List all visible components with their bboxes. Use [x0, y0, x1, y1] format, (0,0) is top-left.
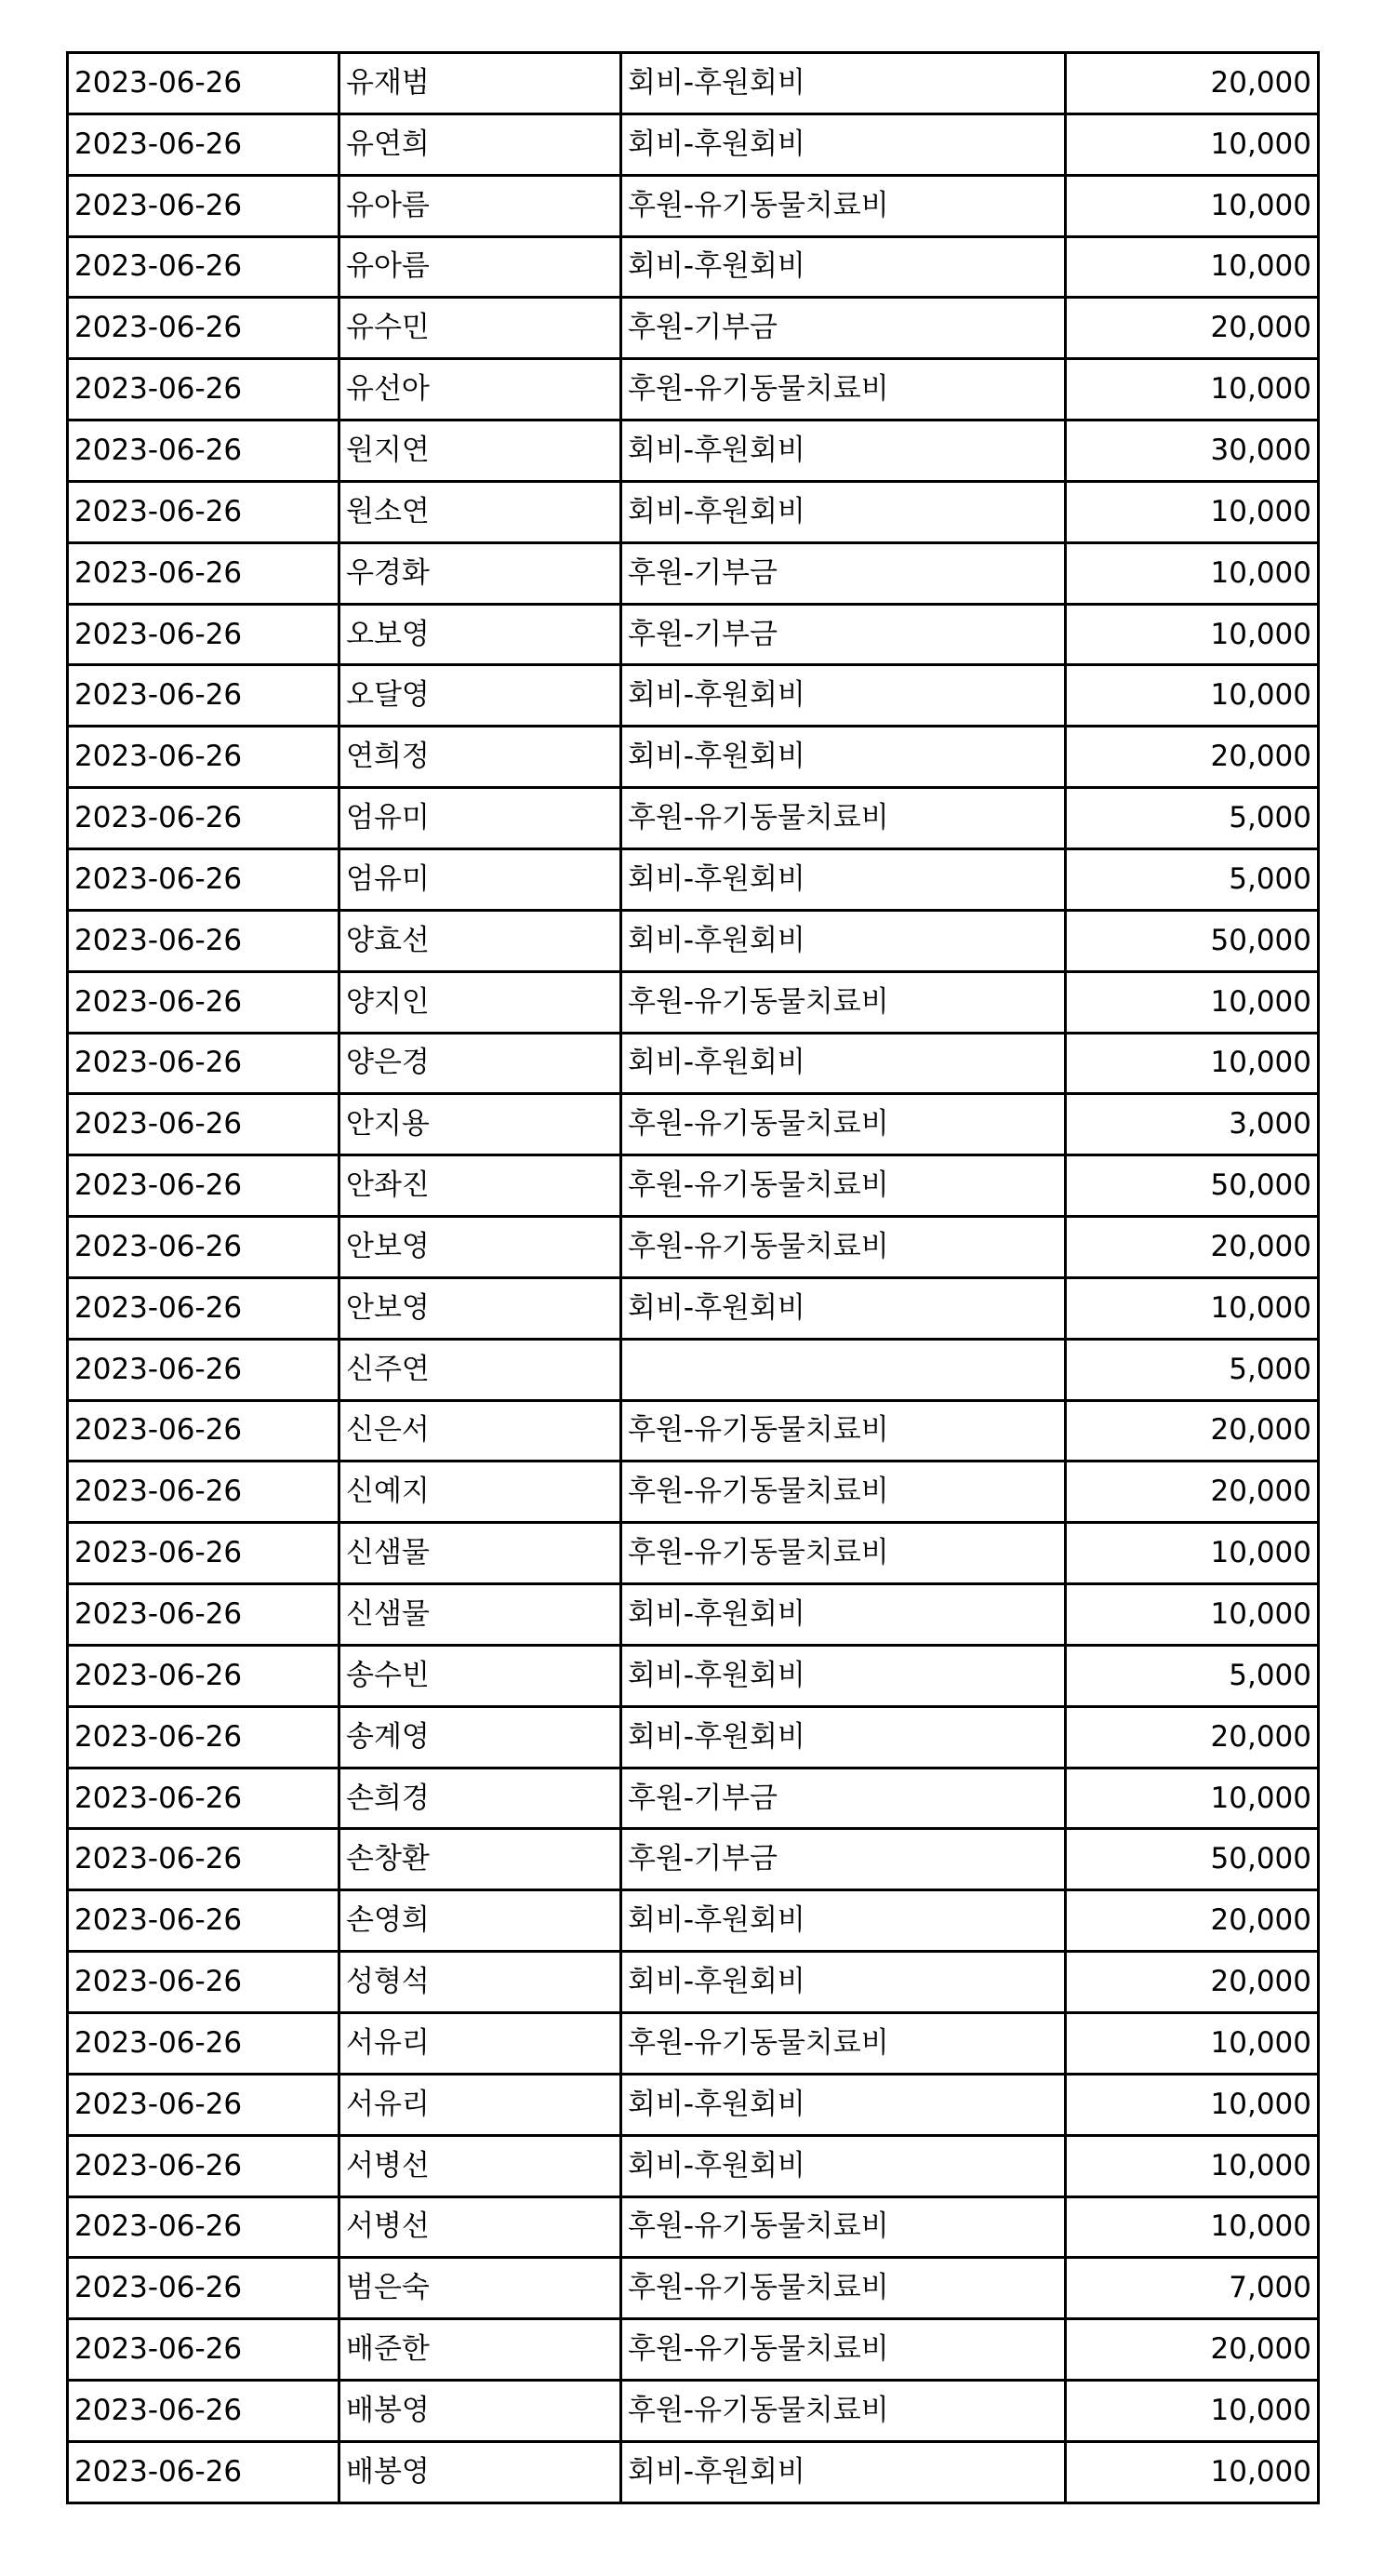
amount-cell: 10,000 — [1066, 481, 1319, 542]
amount-cell: 10,000 — [1066, 1277, 1319, 1339]
amount-cell: 10,000 — [1066, 2074, 1319, 2135]
date-cell: 2023-06-26 — [68, 971, 339, 1033]
date-cell: 2023-06-26 — [68, 236, 339, 298]
table-row — [68, 848, 1319, 910]
donor-name-cell: 안지용 — [339, 1094, 621, 1155]
table-row — [68, 1584, 1319, 1646]
table-row — [68, 1706, 1319, 1768]
donor-name-cell: 엄유미 — [339, 788, 621, 849]
ledger-body — [68, 53, 1319, 2503]
date-cell: 2023-06-26 — [68, 1952, 339, 2013]
amount-cell: 20,000 — [1066, 1890, 1319, 1952]
category-cell: 후원-유기동물치료비 — [621, 1094, 1066, 1155]
date-cell: 2023-06-26 — [68, 1339, 339, 1400]
amount-cell: 5,000 — [1066, 1339, 1319, 1400]
category-cell: 회비-후원회비 — [621, 1033, 1066, 1094]
date-cell: 2023-06-26 — [68, 2074, 339, 2135]
category-cell: 회비-후원회비 — [621, 1645, 1066, 1706]
table-row — [68, 971, 1319, 1033]
amount-cell: 10,000 — [1066, 665, 1319, 727]
table-row — [68, 1339, 1319, 1400]
donor-name-cell: 신예지 — [339, 1462, 621, 1523]
amount-cell: 10,000 — [1066, 2135, 1319, 2196]
amount-cell: 20,000 — [1066, 727, 1319, 788]
amount-cell: 10,000 — [1066, 542, 1319, 604]
donor-name-cell: 손희경 — [339, 1768, 621, 1829]
category-cell: 회비-후원회비 — [621, 1890, 1066, 1952]
category-cell: 후원-유기동물치료비 — [621, 1155, 1066, 1217]
category-cell: 후원-유기동물치료비 — [621, 2013, 1066, 2075]
amount-cell: 50,000 — [1066, 910, 1319, 971]
donor-name-cell: 양지인 — [339, 971, 621, 1033]
date-cell: 2023-06-26 — [68, 359, 339, 420]
category-cell: 회비-후원회비 — [621, 910, 1066, 971]
date-cell: 2023-06-26 — [68, 1155, 339, 1217]
date-cell: 2023-06-26 — [68, 175, 339, 236]
table-row — [68, 1033, 1319, 1094]
donor-name-cell: 오달영 — [339, 665, 621, 727]
donor-name-cell: 엄유미 — [339, 848, 621, 910]
table-row — [68, 542, 1319, 604]
donor-name-cell: 송계영 — [339, 1706, 621, 1768]
donor-name-cell: 오보영 — [339, 604, 621, 665]
donor-name-cell: 서병선 — [339, 2196, 621, 2258]
category-cell: 후원-기부금 — [621, 604, 1066, 665]
category-cell: 회비-후원회비 — [621, 1277, 1066, 1339]
amount-cell: 10,000 — [1066, 2441, 1319, 2503]
category-cell: 후원-유기동물치료비 — [621, 1400, 1066, 1462]
donor-name-cell: 신주연 — [339, 1339, 621, 1400]
table-row — [68, 2135, 1319, 2196]
amount-cell: 10,000 — [1066, 175, 1319, 236]
date-cell: 2023-06-26 — [68, 1829, 339, 1890]
category-cell: 후원-유기동물치료비 — [621, 788, 1066, 849]
amount-cell: 20,000 — [1066, 1706, 1319, 1768]
date-cell: 2023-06-26 — [68, 2319, 339, 2381]
date-cell: 2023-06-26 — [68, 1706, 339, 1768]
table-row — [68, 2074, 1319, 2135]
date-cell: 2023-06-26 — [68, 53, 339, 114]
amount-cell: 10,000 — [1066, 2196, 1319, 2258]
donor-name-cell: 유수민 — [339, 298, 621, 359]
category-cell: 후원-유기동물치료비 — [621, 971, 1066, 1033]
donor-name-cell: 서유리 — [339, 2074, 621, 2135]
category-cell: 후원-유기동물치료비 — [621, 175, 1066, 236]
table-row — [68, 1462, 1319, 1523]
donor-name-cell: 양은경 — [339, 1033, 621, 1094]
date-cell: 2023-06-26 — [68, 1523, 339, 1584]
category-cell: 회비-후원회비 — [621, 236, 1066, 298]
category-cell: 회비-후원회비 — [621, 2135, 1066, 2196]
date-cell: 2023-06-26 — [68, 727, 339, 788]
amount-cell: 10,000 — [1066, 1523, 1319, 1584]
date-cell: 2023-06-26 — [68, 1768, 339, 1829]
category-cell: 후원-기부금 — [621, 1829, 1066, 1890]
date-cell: 2023-06-26 — [68, 542, 339, 604]
table-row — [68, 1645, 1319, 1706]
amount-cell: 10,000 — [1066, 971, 1319, 1033]
date-cell: 2023-06-26 — [68, 788, 339, 849]
category-cell: 후원-유기동물치료비 — [621, 2196, 1066, 2258]
donor-name-cell: 범은숙 — [339, 2258, 621, 2319]
table-row — [68, 236, 1319, 298]
donation-ledger-table — [66, 51, 1320, 2504]
date-cell: 2023-06-26 — [68, 2013, 339, 2075]
table-row — [68, 2319, 1319, 2381]
donor-name-cell: 양효선 — [339, 910, 621, 971]
amount-cell: 30,000 — [1066, 420, 1319, 482]
table-row — [68, 2258, 1319, 2319]
amount-cell: 20,000 — [1066, 1952, 1319, 2013]
table-row — [68, 1094, 1319, 1155]
table-row — [68, 481, 1319, 542]
date-cell: 2023-06-26 — [68, 1217, 339, 1278]
date-cell: 2023-06-26 — [68, 2258, 339, 2319]
donor-name-cell: 유재범 — [339, 53, 621, 114]
date-cell: 2023-06-26 — [68, 113, 339, 175]
category-cell: 후원-기부금 — [621, 542, 1066, 604]
donor-name-cell: 원소연 — [339, 481, 621, 542]
donor-name-cell: 손창환 — [339, 1829, 621, 1890]
donor-name-cell: 서병선 — [339, 2135, 621, 2196]
table-row — [68, 665, 1319, 727]
date-cell: 2023-06-26 — [68, 1033, 339, 1094]
table-row — [68, 727, 1319, 788]
category-cell: 후원-기부금 — [621, 1768, 1066, 1829]
donor-name-cell: 서유리 — [339, 2013, 621, 2075]
amount-cell: 10,000 — [1066, 113, 1319, 175]
date-cell: 2023-06-26 — [68, 1094, 339, 1155]
donor-name-cell: 신샘물 — [339, 1584, 621, 1646]
donor-name-cell: 우경화 — [339, 542, 621, 604]
table-row — [68, 604, 1319, 665]
donor-name-cell: 유연희 — [339, 113, 621, 175]
amount-cell: 50,000 — [1066, 1155, 1319, 1217]
donor-name-cell: 안보영 — [339, 1277, 621, 1339]
table-row — [68, 1217, 1319, 1278]
category-cell: 후원-기부금 — [621, 298, 1066, 359]
category-cell: 회비-후원회비 — [621, 481, 1066, 542]
table-row — [68, 359, 1319, 420]
date-cell: 2023-06-26 — [68, 2441, 339, 2503]
table-row — [68, 1277, 1319, 1339]
date-cell: 2023-06-26 — [68, 1400, 339, 1462]
table-row — [68, 2381, 1319, 2442]
amount-cell: 10,000 — [1066, 2013, 1319, 2075]
date-cell: 2023-06-26 — [68, 1645, 339, 1706]
donor-name-cell: 배봉영 — [339, 2381, 621, 2442]
category-cell: 회비-후원회비 — [621, 1952, 1066, 2013]
donor-name-cell: 신은서 — [339, 1400, 621, 1462]
date-cell: 2023-06-26 — [68, 665, 339, 727]
table-row — [68, 53, 1319, 114]
category-cell: 회비-후원회비 — [621, 2441, 1066, 2503]
category-cell: 회비-후원회비 — [621, 2074, 1066, 2135]
table-row — [68, 2441, 1319, 2503]
table-row — [68, 1829, 1319, 1890]
date-cell: 2023-06-26 — [68, 1890, 339, 1952]
category-cell: 후원-유기동물치료비 — [621, 1523, 1066, 1584]
amount-cell: 20,000 — [1066, 298, 1319, 359]
table-row — [68, 1155, 1319, 1217]
table-row — [68, 1523, 1319, 1584]
date-cell: 2023-06-26 — [68, 848, 339, 910]
donor-name-cell: 손영희 — [339, 1890, 621, 1952]
category-cell: 후원-유기동물치료비 — [621, 2381, 1066, 2442]
amount-cell: 10,000 — [1066, 1584, 1319, 1646]
category-cell: 회비-후원회비 — [621, 665, 1066, 727]
category-cell: 후원-유기동물치료비 — [621, 1462, 1066, 1523]
date-cell: 2023-06-26 — [68, 420, 339, 482]
amount-cell: 10,000 — [1066, 1033, 1319, 1094]
donor-name-cell: 송수빈 — [339, 1645, 621, 1706]
date-cell: 2023-06-26 — [68, 2196, 339, 2258]
amount-cell: 10,000 — [1066, 236, 1319, 298]
category-cell: 회비-후원회비 — [621, 53, 1066, 114]
amount-cell: 20,000 — [1066, 1217, 1319, 1278]
donor-name-cell: 신샘물 — [339, 1523, 621, 1584]
amount-cell: 10,000 — [1066, 359, 1319, 420]
donor-name-cell: 안좌진 — [339, 1155, 621, 1217]
donor-name-cell: 성형석 — [339, 1952, 621, 2013]
category-cell: 회비-후원회비 — [621, 848, 1066, 910]
date-cell: 2023-06-26 — [68, 910, 339, 971]
category-cell — [621, 1339, 1066, 1400]
amount-cell: 10,000 — [1066, 2381, 1319, 2442]
amount-cell: 20,000 — [1066, 1462, 1319, 1523]
amount-cell: 5,000 — [1066, 848, 1319, 910]
date-cell: 2023-06-26 — [68, 1277, 339, 1339]
amount-cell: 20,000 — [1066, 1400, 1319, 1462]
donor-name-cell: 연희정 — [339, 727, 621, 788]
amount-cell: 20,000 — [1066, 2319, 1319, 2381]
amount-cell: 20,000 — [1066, 53, 1319, 114]
amount-cell: 10,000 — [1066, 604, 1319, 665]
table-row — [68, 113, 1319, 175]
donor-name-cell: 배봉영 — [339, 2441, 621, 2503]
category-cell: 회비-후원회비 — [621, 420, 1066, 482]
table-row — [68, 298, 1319, 359]
donor-name-cell: 배준한 — [339, 2319, 621, 2381]
amount-cell: 3,000 — [1066, 1094, 1319, 1155]
donor-name-cell: 원지연 — [339, 420, 621, 482]
table-row — [68, 1768, 1319, 1829]
amount-cell: 10,000 — [1066, 1768, 1319, 1829]
category-cell: 회비-후원회비 — [621, 1584, 1066, 1646]
table-row — [68, 175, 1319, 236]
donor-name-cell: 유아름 — [339, 236, 621, 298]
donor-name-cell: 안보영 — [339, 1217, 621, 1278]
table-row — [68, 2013, 1319, 2075]
date-cell: 2023-06-26 — [68, 2381, 339, 2442]
date-cell: 2023-06-26 — [68, 604, 339, 665]
date-cell: 2023-06-26 — [68, 481, 339, 542]
amount-cell: 5,000 — [1066, 788, 1319, 849]
table-row — [68, 788, 1319, 849]
amount-cell: 50,000 — [1066, 1829, 1319, 1890]
date-cell: 2023-06-26 — [68, 1462, 339, 1523]
date-cell: 2023-06-26 — [68, 298, 339, 359]
table-row — [68, 1952, 1319, 2013]
amount-cell: 7,000 — [1066, 2258, 1319, 2319]
category-cell: 회비-후원회비 — [621, 113, 1066, 175]
category-cell: 후원-유기동물치료비 — [621, 1217, 1066, 1278]
category-cell: 후원-유기동물치료비 — [621, 2319, 1066, 2381]
table-row — [68, 2196, 1319, 2258]
table-row — [68, 1400, 1319, 1462]
category-cell: 후원-유기동물치료비 — [621, 359, 1066, 420]
category-cell: 회비-후원회비 — [621, 727, 1066, 788]
donor-name-cell: 유아름 — [339, 175, 621, 236]
amount-cell: 5,000 — [1066, 1645, 1319, 1706]
table-row — [68, 420, 1319, 482]
donor-name-cell: 유선아 — [339, 359, 621, 420]
date-cell: 2023-06-26 — [68, 2135, 339, 2196]
category-cell: 회비-후원회비 — [621, 1706, 1066, 1768]
category-cell: 후원-유기동물치료비 — [621, 2258, 1066, 2319]
table-row — [68, 1890, 1319, 1952]
table-row — [68, 910, 1319, 971]
date-cell: 2023-06-26 — [68, 1584, 339, 1646]
